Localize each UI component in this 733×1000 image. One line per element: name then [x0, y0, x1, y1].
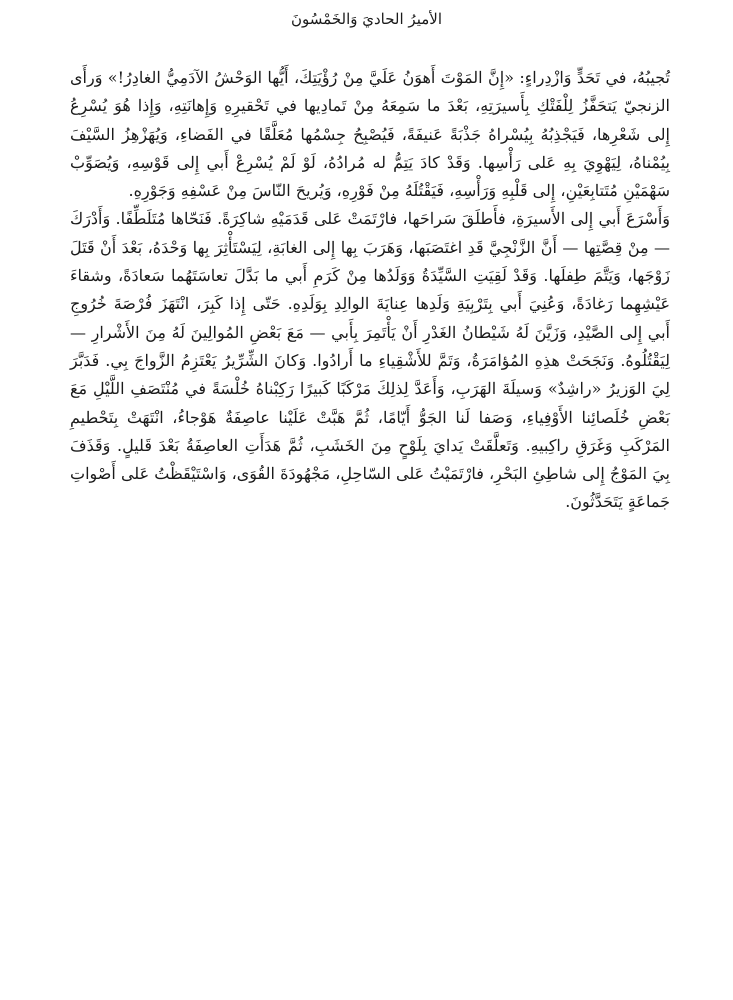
paragraph-2: وَأَسْرَعَ أَبي إِلى الأَسيرَةِ، فأَطلَقَ سَراحَها، فارْتَمَتْ عَلى قَدَمَيْهِ شاكِرَةً. فَنَحّاها مُتَلَطِّفًا. وَأَدْرَكَ — مِنْ قِصَّتِها — أَنَّ الزَّنْجِيَّ قَدِ اغتَصَبَها، وَهَرَبَ بِها إِلى الغابَةِ، لِيَسْتَأْثِرَ بِها وَحْدَهُ، بَعْدَ أَنْ قَتَلَ زَوْجَها، وَيَتَّمَ طِفلَها. وَقَدْ لَقِيَتِ السَّيِّدَةُ وَوَلَدُها مِنْ كَرَمِ أَبي ما بَدَّلَ تعاسَتَهُما سَعادَةً، وشقاءَ عَيْشِهِما رَغادَةً، وَعُنِيَ أَبي بِتَرْبِيَةِ وَلَدِها عِنايَةَ الوالِدِ بِوَلَدِهِ. حَتّى إِذا كَبِرَ، انْتَهَزَ فُرْصَةَ خُرُوجِ أَبي إِلى الصَّيْدِ، وَزَيَّنَ لَهُ شَيْطانُ الغَدْرِ أَنْ يَأْتَمِرَ بِأَبي — مَعَ بَعْضِ المُوالِينَ لَهُ مِنَ الأَشْرارِ — لِيَقْتُلُوهُ. وَنَجَحَتْ هذِهِ المُؤامَرَةُ، وَتَمَّ للأَشْقِياءِ ما أَرادُوا. وَكانَ الشِّرِّيرُ يَعْتَزِمُ الزَّواجَ بِي. فَدَبَّرَ لِيَ الوَزيرُ «راشِدٌ» وَسيلَةَ الهَرَبِ، وَأَعَدَّ لِذلِكَ مَرْكَبًا كَبيرًا رَكِبْناهُ خُلْسَةً في مُنْتَصَفِ اللَّيْلِ مَعَ بَعْضِ خُلَصائِنا الأَوْفِياءِ، وَصَفا لَنا الجَوُّ أَيّامًا، ثُمَّ هَبَّتْ عَلَيْنا عاصِفَةٌ هَوْجاءُ، انْتَهَتْ بِتَحْطيمِ المَرْكَبِ وَغَرَقِ راكِبيهِ. وَتَعلَّقَتْ يَدايَ بِلَوْحٍ مِنَ الخَشَبِ، ثُمَّ هَدَأَتِ العاصِفَةُ بَعْدَ قَليلٍ. وَقَذَفَ بِيَ المَوْجُ إِلى شاطِئِ البَحْرِ، فارْتَمَيْتُ عَلى السّاحِلِ، مَجْهُودَةَ القُوَى، وَاسْتَيْقَظْتُ عَلى أَصْواتِ جَماعَةٍ يَتَحَدَّثُونَ.	[70, 209, 671, 512]
running-head: الأميرُ الحاديَ وَالخَمْسُونَ	[291, 10, 442, 28]
body-text	[70, 64, 670, 517]
paragraph-1: تُجيبُهُ، في تَحَدٍّ وَازْدِراءٍ: «إِنَّ المَوْتَ أَهوَنُ عَلَيَّ مِنْ رُؤْيَتِكَ، أَيُّها الوَحْشُ الآدَمِيُّ الغادِرُ!» وَرأَى الزنجيّ يَتحَفَّزُ لِلْفَتْكِ بِأَسيرَتِهِ، بَعْدَ ما سَمِعَهُ مِنْ تَمادِيها في تَحْقيرِهِ وَإِهانَتِهِ، وَإِذا هُوَ يُسْرِعُ إِلى شَعْرِها، فَيَجْذِبُهُ بِيُسْراهُ جَذْبَةً عَنيفَةً، فَيُصْبِحُ جِسْمُها مُعَلَّقًا في الفَضاءِ، وَيُهَزْهِزُ السَّيْفَ بِيُمْناهُ، لِيَهْوِيَ بِهِ عَلى رَأْسِها. وَقَدْ كادَ يَتِمُّ له مُرادُهُ، لَوْ لَمْ يُسْرِعْ أَبي إِلى قَوْسِهِ، وَيُصَوِّبْ سَهْمَيْنِ مُتَتابِعَيْنِ، إِلى قَلْبِهِ وَرَأْسِهِ، فَيَقْتُلَهُ مِنْ فَوْرِهِ، وَيُريحَ النّاسَ مِنْ عَسْفِهِ وَجَوْرِهِ.	[70, 68, 670, 201]
